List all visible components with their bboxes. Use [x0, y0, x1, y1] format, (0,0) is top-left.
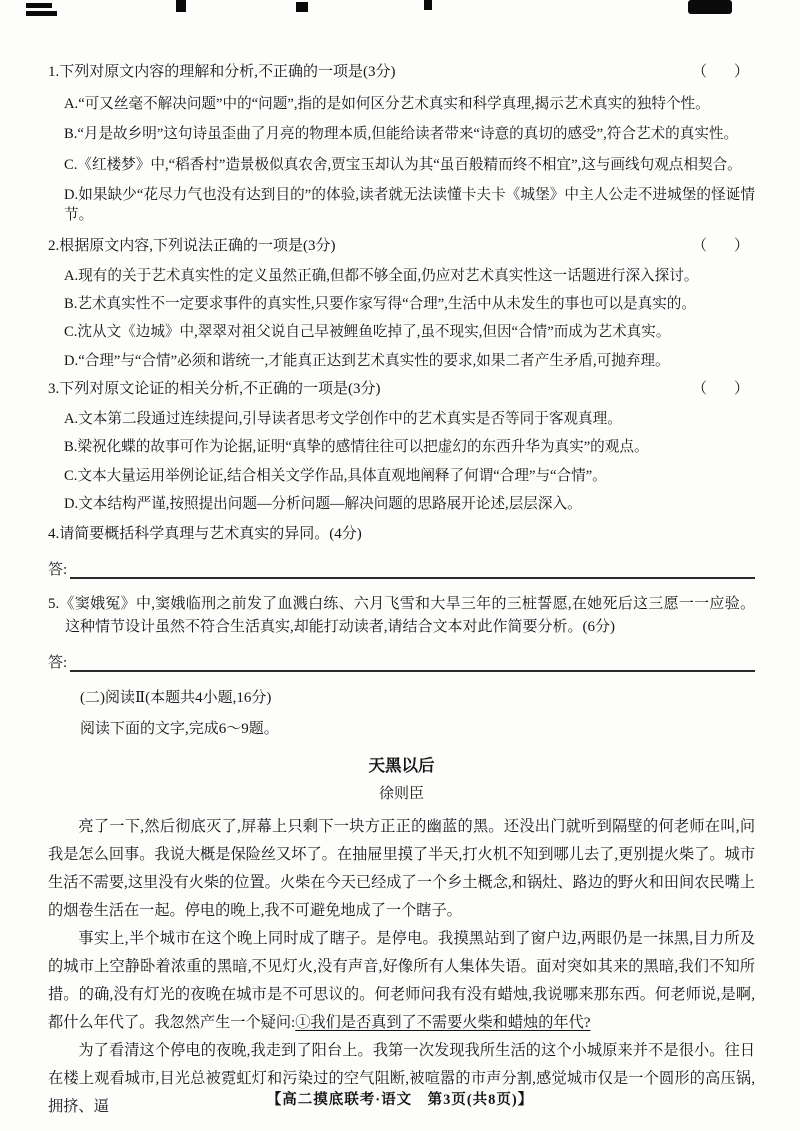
answer-blank-line [70, 560, 755, 579]
question-4-stem: 4.请简要概括科学真理与艺术真实的异同。(4分) [48, 525, 362, 542]
reading-paragraph: 亮了一下,然后彻底灭了,屏幕上只剩下一块方正正的幽蓝的黑。还没出门就听到隔壁的何老师在叫,问我是怎么回事。我说大概是保险丝又坏了。在抽屉里摸了半天,打火机不知到哪儿去了,更别提火柴了。城市生活不需要,这里没有火柴的位置。火柴在今天已经成了一个乡土概念,和锅灶、路边的野火和田间农民嘴上的烟卷生活在一起。停电的晚上,我不可避免地成了一个瞎子。 [48, 818, 755, 920]
section-heading: (二)阅读Ⅱ(本题共4小题,16分) [80, 690, 272, 707]
answer-bracket: （ ） [691, 381, 755, 398]
scan-artifact [26, 11, 57, 16]
question-1 [48, 62, 755, 226]
question-1-option-c: C.《红楼梦》中,“稻香村”造景极似真农舍,贾宝玉却认为其“虽百般精而终不相宜”,这与画线句观点相契合。 [64, 156, 742, 173]
reading-instruction: 阅读下面的文字,完成6～9题。 [80, 721, 279, 738]
question-2-option-c: C.沈从文《边城》中,翠翠对祖父说自己早被鲤鱼吃掉了,虽不现实,但因“合情”而成为艺术真实。 [64, 324, 671, 341]
page-footer: 【高二摸底联考·语文 第3页(共8页)】 [266, 1092, 534, 1108]
answer-blank-line [70, 653, 755, 672]
question-4-answer-row [48, 558, 755, 579]
answer-bracket: （ ） [691, 64, 755, 80]
scan-artifact [26, 3, 52, 8]
reading-paragraph [48, 925, 755, 1037]
question-2-stem: 2.根据原文内容,下列说法正确的一项是(3分) [48, 237, 336, 254]
question-5-answer-row [48, 651, 755, 672]
question-2-option-d: D.“合理”与“合情”必须和谐统一,才能真正达到艺术真实性的要求,如果二者产生矛盾,可抛弃理。 [64, 352, 670, 369]
reading-section [48, 686, 755, 1121]
question-4 [48, 523, 755, 579]
question-3-option-a: A.文本第二段通过连续提问,引导读者思考文学创作中的艺术真实是否等同于客观真理。 [64, 411, 622, 428]
question-3-stem: 3.下列对原文论证的相关分析,不正确的一项是(3分) [48, 381, 381, 398]
question-2-option-b: B.艺术真实性不一定要求事件的真实性,只要作家写得“合理”,生活中从未发生的事也可以是真实的。 [64, 296, 696, 313]
scan-artifact [176, 0, 186, 12]
question-5-stem: 5.《窦娥冤》中,窦娥临刑之前发了血溅白练、六月飞雪和大旱三年的三桩誓愿,在她死后这三愿一一应验。这种情节设计虽然不符合生活真实,却能打动读者,请结合文本对此作简要分析。(6分) [48, 595, 755, 636]
scan-artifact [296, 2, 308, 12]
question-2 [48, 236, 755, 371]
scan-artifact [424, 0, 432, 10]
reading-paragraph: 为了看清这个停电的夜晚,我走到了阳台上。我第一次发现我所生活的这个小城原来并不是很小。往日在楼上观看城市,目光总被霓虹灯和污染过的空气阻断,被喧嚣的市声分割,感觉城市仅是一个圆形的高压锅,拥挤、逼 [48, 1042, 755, 1116]
answer-bracket: （ ） [691, 237, 755, 254]
question-1-option-b: B.“月是故乡明”这句诗虽歪曲了月亮的物理本质,但能给读者带来“诗意的真切的感受”,符合艺术的真实性。 [64, 126, 739, 143]
question-3-option-d: D.文本结构严谨,按照提出问题—分析问题—解决问题的思路展开论述,层层深入。 [64, 496, 582, 513]
question-1-option-a: A.“可又丝毫不解决问题”中的“问题”,指的是如何区分艺术真实和科学真理,揭示艺术真实的独特个性。 [64, 95, 710, 112]
reading-author: 徐则臣 [378, 786, 424, 803]
answer-label: 答: [48, 561, 68, 578]
question-3-option-c: C.文本大量运用举例论证,结合相关文学作品,具体直观地阐释了何谓“合理”与“合情”。 [64, 467, 607, 484]
question-3-option-b: B.梁祝化蝶的故事可作为论据,证明“真挚的感情往往可以把虚幻的东西升华为真实”的观点。 [64, 439, 649, 456]
paragraph-text: 事实上,半个城市在这个晚上同时成了瞎子。是停电。我摸黑站到了窗户边,两眼仍是一抹黑,目力所及的城市上空静卧着浓重的黑暗,不见灯火,没有声音,好像所有人集体失语。面对突如其来的黑暗,我们不知所措。的确,没有灯光的夜晚在城市是不可思议的。何老师问我有没有蜡烛,我说哪来那东西。何老师说,是啊,都什么年代了。我忽然产生一个疑问: [48, 930, 755, 1032]
question-1-option-d: D.如果缺少“花尽力气也没有达到目的”的体验,读者就无法读懂卡夫卡《城堡》中主人公走不进城堡的怪诞情节。 [64, 187, 755, 224]
question-3 [48, 379, 755, 514]
question-1-stem: 1.下列对原文内容的理解和分析,不正确的一项是(3分) [48, 64, 396, 80]
scan-artifact [688, 0, 732, 14]
answer-label: 答: [48, 655, 68, 672]
question-2-option-a: A.现有的关于艺术真实性的定义虽然正确,但都不够全面,仍应对艺术真实性这一话题进行深入探讨。 [64, 267, 699, 284]
question-5 [48, 593, 755, 673]
reading-title: 天黑以后 [368, 756, 435, 776]
underlined-sentence-1: ①我们是否真到了不需要火柴和蜡烛的年代? [295, 1014, 591, 1032]
